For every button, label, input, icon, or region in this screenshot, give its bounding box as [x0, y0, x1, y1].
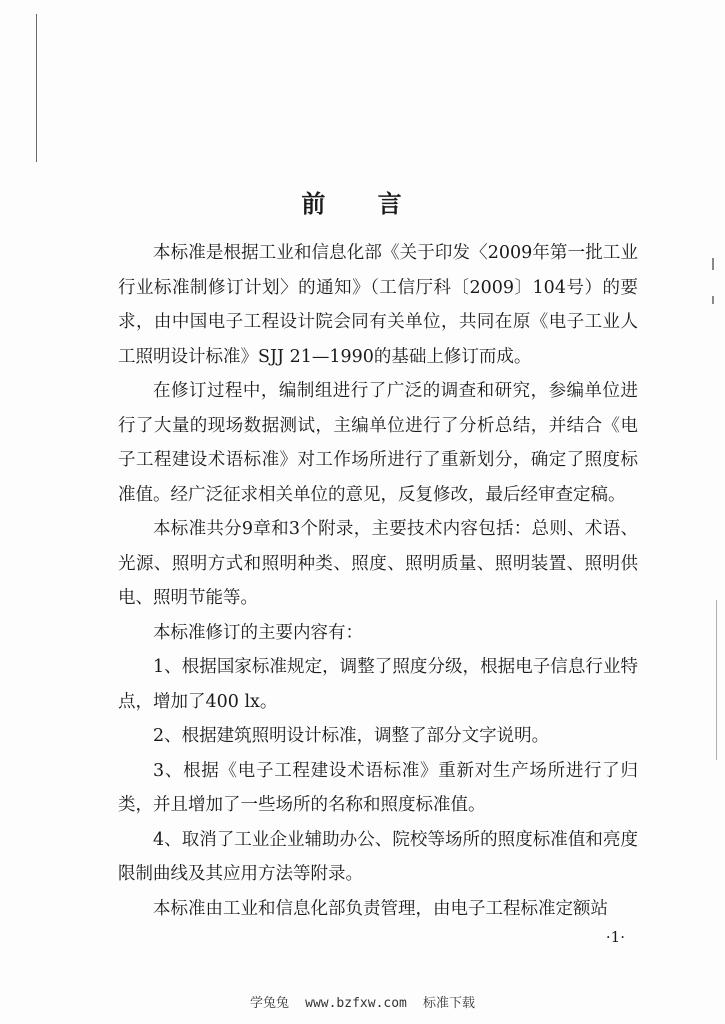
list-item: 3、根据《电子工程建设术语标准》重新对生产场所进行了归类，并且增加了一些场所的名称和照度标准值。 — [118, 760, 638, 815]
paragraph: 本标准是根据工业和信息化部《关于印发〈2009年第一批工业行业标准制修订计划〉的通知》（工信厅科〔2009〕104号）的要求，由中国电子工程设计院会同有关单位，共同在原《电子工业人工照明设计标准》SJJ 21—1990的基础上修订而成。 — [118, 243, 638, 367]
document-body — [118, 236, 638, 926]
footer-site-name: 学兔兔 — [249, 996, 289, 1011]
list-item: 1、根据国家标准规定，调整了照度分级，根据电子信息行业特点，增加了400 lx。 — [118, 657, 638, 712]
paragraph: 本标准由工业和信息化部负责管理，由电子工程标准定额站 — [153, 898, 608, 919]
paragraph: 本标准共分9章和3个附录，主要技术内容包括：总则、术语、光源、照明方式和照明种类、照度、照明质量、照明装置、照明供电、照明节能等。 — [118, 519, 638, 608]
scan-edge-line — [36, 14, 37, 162]
list-item: 2、根据建筑照明设计标准，调整了部分文字说明。 — [153, 726, 550, 746]
footer-url[interactable]: www.bzfxw.com — [305, 996, 407, 1011]
scan-edge-mark — [716, 600, 717, 760]
list-item: 4、取消了工业企业辅助办公、院校等场所的照度标准值和亮度限制曲线及其应用方法等附录。 — [118, 829, 638, 884]
footer-watermark — [0, 992, 725, 1011]
page-number: ·1· — [605, 928, 625, 946]
page-title: 前 言 — [301, 190, 424, 219]
paragraph: 本标准修订的主要内容有： — [153, 622, 363, 643]
footer-tagline: 标准下载 — [423, 996, 476, 1011]
scan-edge-mark — [712, 296, 714, 304]
scan-edge-mark — [712, 258, 714, 270]
paragraph: 在修订过程中，编制组进行了广泛的调查和研究，参编单位进行了大量的现场数据测试，主编单位进行了分析总结，并结合《电子工程建设术语标准》对工作场所进行了重新划分，确定了照度标准值。经广泛征求相关单位的意见，反复修改，最后经审查定稿。 — [118, 381, 638, 505]
